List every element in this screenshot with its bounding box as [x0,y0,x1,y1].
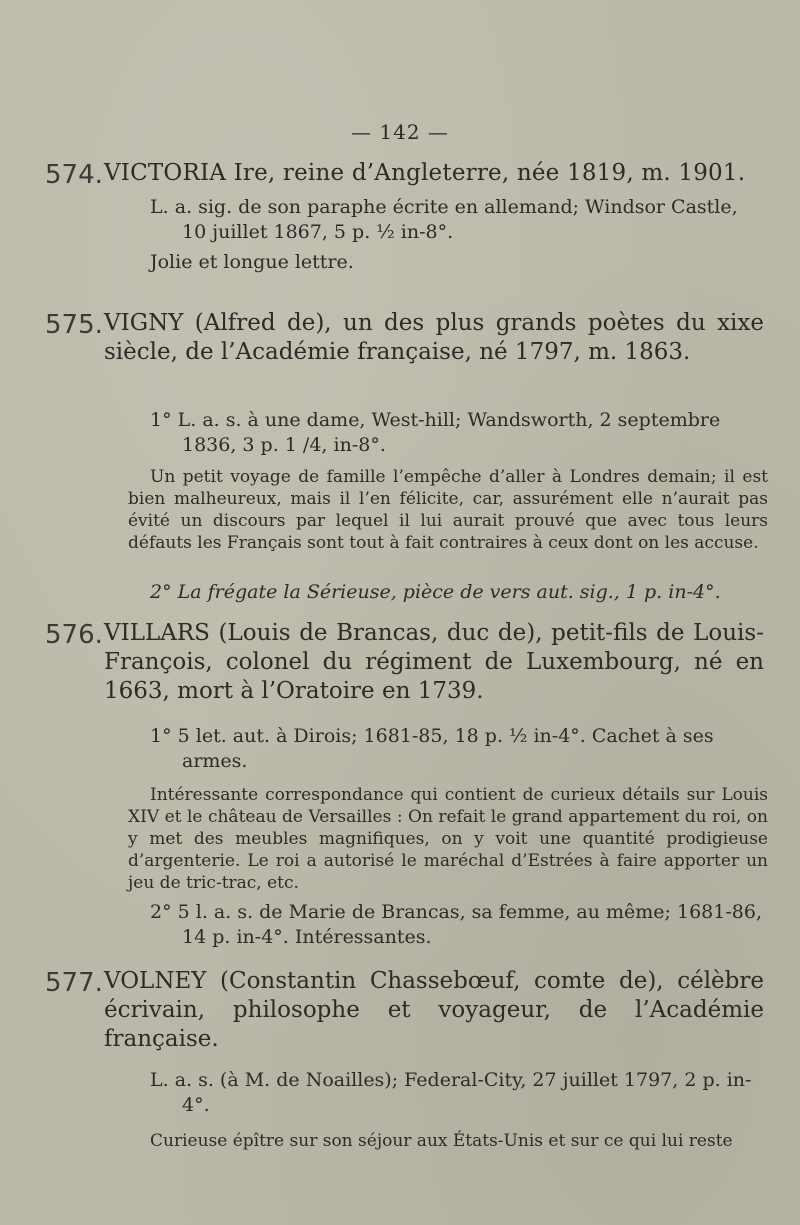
entry-number: 577. [45,968,103,998]
entry-detail [150,195,765,245]
note-text: Un petit voyage de famille l’empêche d’aller à Londres demain; il est bien malheureux, mais il l’en félicite, car, assurément elle n’aurait pas évité un discours par lequel il lui aurait prouvé que avec tous leurs défauts les Français sont tout à fait contraires à ceux dont on les accuse. [128,467,768,553]
note-text: Curieuse épître sur son séjour aux États-Unis et sur ce qui lui reste [150,1131,733,1151]
entry-heading: VIGNY (Alfred de), un des plus grands poètes du xixe siècle, de l’Académie française, né 1797, m. 1863. [104,310,764,365]
detail-text: L. a. s. (à M. de Noailles); Federal-City, 27 juillet 1797, 2 p. in-4°. [150,1069,752,1116]
note-text: Intéressante correspondance qui contient de curieux détails sur Louis XIV et le château de Versailles : On refait le grand appartement du roi, on y met des meubles magnifiques, on y voit une quantité prodigieuse d’argenterie. Le roi a autorisé le maréchal d’Estrées à faire apporter un jeu de tric-trac, etc. [128,785,768,893]
detail-2-text: 2° La frégate la Sérieuse, pièce de vers aut. sig., 1 p. in-4°. [150,581,721,603]
detail-2-text: 2° 5 l. a. s. de Marie de Brancas, sa femme, au même; 1681-86, 14 p. in-4°. Intéressantes. [150,901,762,948]
page-number: — 142 — [351,120,449,144]
entry-note [128,784,768,894]
entry-number: 576. [45,620,103,650]
entry-number: 574. [45,160,103,190]
entry-note [128,466,768,554]
entry-detail [150,408,765,458]
entry-detail [150,724,765,774]
entry-heading: VICTORIA Ire, reine d’Angleterre, née 1819, m. 1901. [104,160,746,186]
entry-detail-2 [150,580,765,605]
entry-detail-2 [150,900,765,950]
detail-text: L. a. sig. de son paraphe écrite en allemand; Windsor Castle, 10 juillet 1867, 5 p. ½ in-8°. [150,196,738,243]
entry-heading: VILLARS (Louis de Brancas, duc de), petit-fils de Louis-François, colonel du régiment de Luxembourg, né en 1663, mort à l’Oratoire en 1739. [104,620,764,704]
detail-text: 1° 5 let. aut. à Dirois; 1681-85, 18 p. ½ in-4°. Cachet à ses armes. [150,725,714,772]
entry-number: 575. [45,310,103,340]
note-text: Jolie et longue lettre. [150,251,354,273]
entry-detail [150,1068,765,1118]
entry-heading: VOLNEY (Constantin Chassebœuf, comte de), célèbre écrivain, philosophe et voyageur, de l’Académie française. [104,968,764,1052]
entry-note [128,1130,768,1152]
detail-text: 1° L. a. s. à une dame, West-hill; Wandsworth, 2 septembre 1836, 3 p. 1 /4, in-8°. [150,409,721,456]
entry-note [150,250,765,275]
